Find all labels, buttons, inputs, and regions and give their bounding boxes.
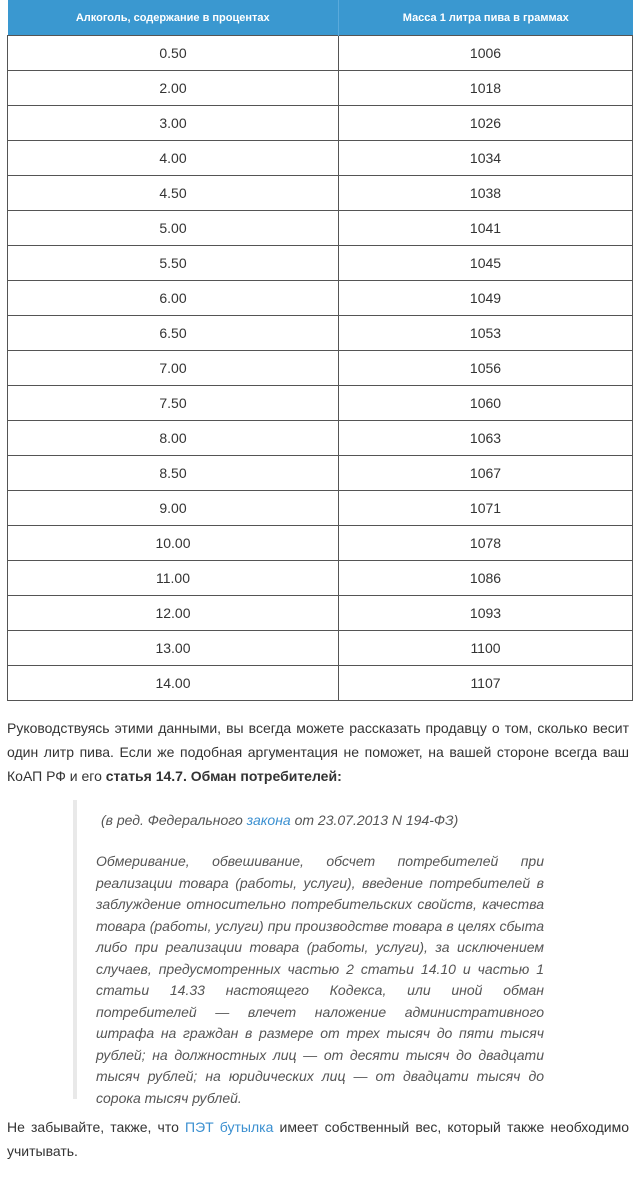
cell-alcohol-percent: 2.00 bbox=[8, 71, 339, 106]
cell-mass-grams: 1060 bbox=[339, 386, 633, 421]
cell-alcohol-percent: 6.50 bbox=[8, 316, 339, 351]
cell-alcohol-percent: 7.50 bbox=[8, 386, 339, 421]
table-row bbox=[8, 71, 633, 106]
cell-alcohol-percent: 6.00 bbox=[8, 281, 339, 316]
table-row bbox=[8, 386, 633, 421]
table-row bbox=[8, 491, 633, 526]
table-row bbox=[8, 281, 633, 316]
cell-alcohol-percent: 8.50 bbox=[8, 456, 339, 491]
cell-alcohol-percent: 12.00 bbox=[8, 596, 339, 631]
cell-mass-grams: 1086 bbox=[339, 561, 633, 596]
cell-mass-grams: 1053 bbox=[339, 316, 633, 351]
quote-ref-after: от 23.07.2013 N 194-ФЗ) bbox=[290, 812, 459, 828]
table-row bbox=[8, 526, 633, 561]
pet-bottle-link[interactable]: ПЭТ бутылка bbox=[185, 1119, 274, 1135]
cell-mass-grams: 1067 bbox=[339, 456, 633, 491]
article-title: статья 14.7. Обман потребителей: bbox=[105, 768, 342, 784]
table-row bbox=[8, 561, 633, 596]
table-row bbox=[8, 596, 633, 631]
cell-alcohol-percent: 5.50 bbox=[8, 246, 339, 281]
table-row bbox=[8, 666, 633, 701]
cell-alcohol-percent: 4.50 bbox=[8, 176, 339, 211]
cell-mass-grams: 1045 bbox=[339, 246, 633, 281]
beer-weight-table bbox=[7, 0, 633, 701]
cell-mass-grams: 1056 bbox=[339, 351, 633, 386]
cell-alcohol-percent: 0.50 bbox=[8, 36, 339, 71]
cell-mass-grams: 1038 bbox=[339, 176, 633, 211]
paragraph-pet-before: Не забывайте, также, что bbox=[7, 1119, 186, 1135]
law-quote bbox=[73, 800, 627, 1106]
table-row bbox=[8, 211, 633, 246]
cell-alcohol-percent: 5.00 bbox=[8, 211, 339, 246]
table-row bbox=[8, 106, 633, 141]
paragraph-intro-text: Руководствуясь этими данными, вы всегда можете рассказать продавцу о том, сколько весит один литр пива. Если же подобная аргументация не поможет, на вашей стороне всегда ваш КоАП РФ и его bbox=[7, 720, 629, 784]
table-row bbox=[8, 246, 633, 281]
cell-alcohol-percent: 8.00 bbox=[8, 421, 339, 456]
table-row bbox=[8, 631, 633, 666]
cell-mass-grams: 1107 bbox=[339, 666, 633, 701]
cell-mass-grams: 1071 bbox=[339, 491, 633, 526]
paragraph-intro bbox=[7, 716, 629, 788]
table-row bbox=[8, 176, 633, 211]
cell-alcohol-percent: 11.00 bbox=[8, 561, 339, 596]
cell-alcohol-percent: 14.00 bbox=[8, 666, 339, 701]
cell-alcohol-percent: 4.00 bbox=[8, 141, 339, 176]
cell-alcohol-percent: 3.00 bbox=[8, 106, 339, 141]
header-alcohol: Алкоголь, содержание в процентах bbox=[8, 0, 339, 36]
paragraph-pet bbox=[7, 1115, 629, 1163]
cell-mass-grams: 1018 bbox=[339, 71, 633, 106]
cell-mass-grams: 1078 bbox=[339, 526, 633, 561]
table-row bbox=[8, 141, 633, 176]
law-link[interactable]: закона bbox=[246, 812, 291, 828]
cell-alcohol-percent: 10.00 bbox=[8, 526, 339, 561]
cell-mass-grams: 1034 bbox=[339, 141, 633, 176]
cell-alcohol-percent: 7.00 bbox=[8, 351, 339, 386]
table-row bbox=[8, 456, 633, 491]
cell-mass-grams: 1006 bbox=[339, 36, 633, 71]
table-row bbox=[8, 421, 633, 456]
table-row bbox=[8, 351, 633, 386]
table-header-row bbox=[8, 0, 633, 36]
table-row bbox=[8, 36, 633, 71]
header-mass: Масса 1 литра пива в граммах bbox=[339, 0, 633, 36]
cell-mass-grams: 1063 bbox=[339, 421, 633, 456]
cell-mass-grams: 1049 bbox=[339, 281, 633, 316]
quote-ref-before: (в ред. Федерального bbox=[101, 812, 247, 828]
cell-mass-grams: 1100 bbox=[339, 631, 633, 666]
paragraph-pet-after: имеет собственный вес, который также необходимо учитывать. bbox=[7, 1119, 630, 1159]
table-body bbox=[8, 36, 633, 701]
cell-mass-grams: 1026 bbox=[339, 106, 633, 141]
cell-mass-grams: 1093 bbox=[339, 596, 633, 631]
quote-reference bbox=[101, 810, 458, 830]
cell-alcohol-percent: 13.00 bbox=[8, 631, 339, 666]
cell-mass-grams: 1041 bbox=[339, 211, 633, 246]
quote-text: Обмеривание, обвешивание, обсчет потребителей при реализации товара (работы, услуги), введение потребителей в заблуждение относительно потребительских свойств, качества товара (работы, услуги) при производстве товара в целях сбыта либо при реализации товара (работы, услуги), за исключением случаев, предусмотренных частью 2 статьи 14.10 и частью 1 статьи 14.33 настоящего Кодекса, или иной обман потребителей — влечет наложение административного штрафа на граждан в размере от трех тысяч до пяти тысяч рублей; на должностных лиц — от десяти тысяч до двадцати тысяч рублей; на юридических лиц — от двадцати тысяч до сорока тысяч рублей. bbox=[96, 853, 544, 1106]
cell-alcohol-percent: 9.00 bbox=[8, 491, 339, 526]
table-row bbox=[8, 316, 633, 351]
